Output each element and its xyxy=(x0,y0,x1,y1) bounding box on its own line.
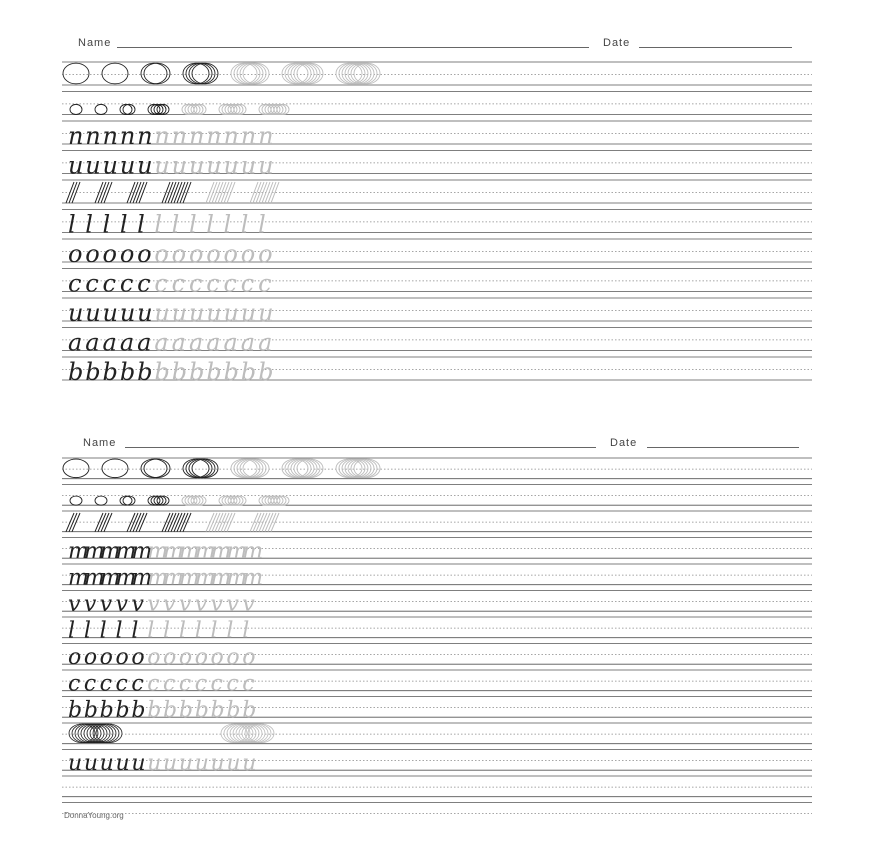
oval-mark xyxy=(63,459,89,478)
practice-letter: a xyxy=(119,328,135,357)
practice-letter: b xyxy=(206,358,222,387)
practice-letter: u xyxy=(223,151,239,180)
practice-letter: n xyxy=(154,122,170,151)
practice-letter: v xyxy=(147,592,160,618)
practice-letter: u xyxy=(119,299,136,328)
practice-letter: l xyxy=(194,618,202,644)
practice-letter: o xyxy=(242,645,256,671)
practice-letter: v xyxy=(99,592,113,618)
practice-letter: c xyxy=(131,671,144,697)
practice-letter: c xyxy=(137,269,151,298)
practice-letter: u xyxy=(210,751,225,777)
practice-letter: l xyxy=(226,618,234,644)
practice-letter: l xyxy=(210,618,218,644)
practice-letter: o xyxy=(154,240,169,269)
practice-letter: m xyxy=(178,539,200,565)
practice-letter: u xyxy=(171,299,188,328)
practice-row-letter xyxy=(62,239,812,268)
practice-letter: b xyxy=(178,698,193,724)
practice-letter: u xyxy=(154,299,170,328)
practice-letter: u xyxy=(83,751,99,777)
practice-letter: v xyxy=(68,592,81,618)
oval-mark xyxy=(70,104,82,114)
practice-letter: o xyxy=(206,240,221,269)
oval-mark xyxy=(102,63,128,84)
oval-mark xyxy=(95,104,107,114)
practice-letter: a xyxy=(154,328,169,357)
practice-letter: u xyxy=(188,299,205,328)
oval-mark xyxy=(63,63,89,84)
practice-letter: a xyxy=(188,328,204,357)
practice-letter: n xyxy=(68,122,84,151)
practice-letter: c xyxy=(99,671,113,697)
practice-letter: b xyxy=(119,358,136,387)
practice-letter: c xyxy=(178,671,192,697)
practice-letter: u xyxy=(68,751,83,777)
practice-letter: c xyxy=(154,269,168,298)
practice-letter: n xyxy=(85,122,101,151)
practice-letter: l xyxy=(102,210,111,239)
practice-letter: c xyxy=(240,269,255,298)
practice-letter: v xyxy=(210,592,223,618)
practice-row-letter xyxy=(62,538,812,565)
practice-letter: b xyxy=(240,358,257,387)
practice-letter: v xyxy=(242,592,255,618)
footer-credit: DonnaYoung.org xyxy=(64,811,124,820)
practice-letter: u xyxy=(68,151,84,180)
practice-letter: u xyxy=(102,151,119,180)
practice-letter: m xyxy=(194,565,216,591)
practice-letter: n xyxy=(137,122,153,151)
oval-mark xyxy=(70,496,82,505)
practice-row-letter xyxy=(62,151,812,180)
practice-row-slants xyxy=(62,180,812,203)
practice-letter: c xyxy=(226,671,239,697)
practice-letter: b xyxy=(188,358,205,387)
practice-letter: u xyxy=(240,299,257,328)
practice-letter: l xyxy=(242,618,250,644)
practice-letter: m xyxy=(163,539,184,565)
worksheet-bottom xyxy=(0,425,870,820)
practice-letter: c xyxy=(115,671,128,697)
practice-letter: o xyxy=(240,240,256,269)
practice-row-letter xyxy=(62,298,812,327)
practice-letter: u xyxy=(163,751,178,777)
practice-rows-top xyxy=(0,0,870,400)
practice-letter: u xyxy=(258,151,274,180)
practice-letter: o xyxy=(163,645,177,671)
practice-row-letter xyxy=(62,357,812,386)
practice-letter: b xyxy=(171,358,188,387)
practice-letter: m xyxy=(115,565,137,591)
practice-letter: c xyxy=(223,269,237,298)
practice-letter: c xyxy=(171,269,186,298)
practice-letter: l xyxy=(68,210,76,239)
practice-letter: c xyxy=(163,671,176,697)
practice-row-letter xyxy=(62,670,812,697)
practice-letter: a xyxy=(102,328,117,357)
practice-letter: l xyxy=(178,618,186,644)
name-label: Name xyxy=(78,37,112,49)
practice-letter: u xyxy=(119,151,136,180)
practice-letter: o xyxy=(178,645,193,671)
oval-mark xyxy=(237,63,263,84)
practice-letter: v xyxy=(163,592,176,618)
practice-letter: u xyxy=(85,151,101,180)
practice-row-blank xyxy=(62,803,812,821)
practice-letter: b xyxy=(83,698,98,724)
oval-mark xyxy=(141,459,167,478)
practice-letter: m xyxy=(210,565,232,591)
practice-letter: c xyxy=(188,269,203,298)
practice-letter: a xyxy=(258,328,273,357)
oval-mark xyxy=(102,459,128,478)
practice-letter: u xyxy=(99,751,114,777)
practice-letter: u xyxy=(137,299,153,328)
practice-letter: m xyxy=(115,539,137,565)
oval-mark xyxy=(141,63,167,84)
practice-letter: o xyxy=(83,645,98,671)
practice-letter: n xyxy=(188,122,205,151)
practice-letter: v xyxy=(178,592,192,618)
oval-mark xyxy=(120,104,132,114)
practice-letter: m xyxy=(147,539,169,565)
practice-letter: o xyxy=(171,240,187,269)
practice-letter: a xyxy=(223,328,238,357)
practice-letter: o xyxy=(210,645,224,671)
practice-letter: l xyxy=(258,210,266,239)
practice-letter: v xyxy=(226,592,239,618)
practice-letter: u xyxy=(115,751,130,777)
practice-rows-bottom xyxy=(0,425,870,820)
practice-letter: m xyxy=(178,565,200,591)
oval-mark xyxy=(144,459,170,478)
practice-letter: l xyxy=(115,618,123,644)
practice-letter: m xyxy=(147,565,169,591)
practice-letter: n xyxy=(240,122,257,151)
practice-row-slants xyxy=(62,511,812,532)
practice-letter: c xyxy=(258,269,272,298)
practice-letter: n xyxy=(223,122,239,151)
practice-letter: u xyxy=(154,151,170,180)
practice-letter: b xyxy=(258,358,274,387)
practice-letter: b xyxy=(99,698,114,724)
practice-letter: c xyxy=(68,671,81,697)
practice-letter: l xyxy=(154,210,163,239)
worksheet-top xyxy=(0,0,870,400)
practice-letter: l xyxy=(85,210,93,239)
practice-letter: n xyxy=(258,122,274,151)
practice-row-big-ovals xyxy=(62,62,812,85)
oval-mark xyxy=(189,63,215,84)
practice-letter: c xyxy=(206,269,220,298)
practice-letter: c xyxy=(68,269,82,298)
practice-letter: u xyxy=(226,751,241,777)
practice-letter: c xyxy=(242,671,255,697)
practice-letter: u xyxy=(194,751,209,777)
practice-letter: o xyxy=(119,240,135,269)
practice-letter: u xyxy=(68,299,84,328)
practice-letter: l xyxy=(171,210,180,239)
practice-letter: a xyxy=(206,328,221,357)
practice-letter: m xyxy=(242,565,264,591)
practice-letter: u xyxy=(206,299,222,328)
practice-letter: b xyxy=(115,698,130,724)
practice-letter: o xyxy=(99,645,113,671)
practice-letter: o xyxy=(131,645,145,671)
practice-letter: m xyxy=(131,539,153,565)
practice-letter: c xyxy=(83,671,97,697)
practice-letter: l xyxy=(137,210,145,239)
practice-letter: b xyxy=(131,698,146,724)
practice-letter: b xyxy=(68,698,83,724)
practice-letter: u xyxy=(131,751,146,777)
practice-row-letter xyxy=(62,210,812,239)
practice-letter: m xyxy=(68,565,89,591)
practice-row-letter xyxy=(62,269,812,298)
practice-letter: u xyxy=(188,151,205,180)
practice-letter: b xyxy=(85,358,101,387)
practice-letter: u xyxy=(242,751,257,777)
practice-letter: v xyxy=(115,592,128,618)
practice-letter: c xyxy=(147,671,160,697)
practice-letter: o xyxy=(226,645,240,671)
practice-letter: o xyxy=(68,240,83,269)
practice-letter: u xyxy=(223,299,239,328)
practice-letter: a xyxy=(85,328,100,357)
practice-row-big-ovals xyxy=(62,458,812,479)
practice-letter: v xyxy=(194,592,208,618)
date-label: Date xyxy=(610,437,638,449)
practice-letter: m xyxy=(194,539,216,565)
practice-letter: l xyxy=(206,210,214,239)
practice-letter: u xyxy=(178,751,194,777)
practice-letter: u xyxy=(137,151,153,180)
practice-letter: o xyxy=(85,240,100,269)
practice-letter: l xyxy=(68,618,76,644)
practice-letter: b xyxy=(137,358,153,387)
practice-letter: o xyxy=(223,240,238,269)
practice-row-oval-drill xyxy=(62,723,812,744)
practice-letter: o xyxy=(137,240,152,269)
oval-mark xyxy=(123,104,135,114)
practice-letter: b xyxy=(210,698,225,724)
oval-mark xyxy=(186,459,212,478)
practice-letter: l xyxy=(163,618,171,644)
practice-letter: l xyxy=(131,618,139,644)
practice-letter: b xyxy=(68,358,84,387)
practice-letter: m xyxy=(83,565,105,591)
practice-letter: u xyxy=(206,151,222,180)
practice-letter: a xyxy=(68,328,83,357)
practice-letter: b xyxy=(154,358,170,387)
date-label: Date xyxy=(603,37,631,49)
practice-letter: o xyxy=(115,645,129,671)
practice-letter: n xyxy=(206,122,222,151)
name-label: Name xyxy=(83,437,117,449)
practice-letter: v xyxy=(131,592,144,618)
practice-row-small-ovals xyxy=(62,92,812,115)
practice-letter: c xyxy=(194,671,208,697)
practice-letter: m xyxy=(99,539,121,565)
practice-letter: c xyxy=(102,269,117,298)
practice-letter: l xyxy=(147,618,155,644)
practice-letter: b xyxy=(226,698,241,724)
practice-letter: u xyxy=(258,299,274,328)
practice-row-letter xyxy=(62,121,812,150)
practice-letter: m xyxy=(226,565,248,591)
practice-row-letter xyxy=(62,697,812,724)
practice-letter: u xyxy=(147,751,162,777)
practice-letter: u xyxy=(102,299,119,328)
practice-row-letter xyxy=(62,750,812,777)
practice-letter: c xyxy=(210,671,223,697)
practice-letter: m xyxy=(163,565,184,591)
practice-letter: n xyxy=(119,122,136,151)
practice-letter: o xyxy=(258,240,273,269)
oval-mark xyxy=(123,496,135,505)
practice-letter: l xyxy=(99,618,107,644)
practice-letter: o xyxy=(102,240,118,269)
practice-letter: m xyxy=(99,565,121,591)
practice-letter: b xyxy=(163,698,178,724)
practice-letter: m xyxy=(131,565,153,591)
practice-letter: b xyxy=(194,698,209,724)
practice-letter: c xyxy=(119,269,134,298)
oval-mark xyxy=(95,496,107,505)
practice-letter: a xyxy=(240,328,256,357)
practice-letter: a xyxy=(137,328,152,357)
practice-letter: o xyxy=(68,645,82,671)
practice-letter: b xyxy=(147,698,162,724)
practice-letter: b xyxy=(242,698,257,724)
practice-letter: m xyxy=(83,539,105,565)
practice-row-blank xyxy=(62,776,812,797)
practice-letter: c xyxy=(85,269,99,298)
practice-letter: m xyxy=(68,539,89,565)
practice-letter: l xyxy=(188,210,197,239)
oval-mark xyxy=(144,63,170,84)
practice-letter: l xyxy=(240,210,249,239)
practice-letter: a xyxy=(171,328,186,357)
practice-letter: m xyxy=(242,539,264,565)
practice-row-letter xyxy=(62,564,812,591)
oval-mark xyxy=(120,496,132,505)
practice-letter: u xyxy=(240,151,257,180)
practice-letter: o xyxy=(194,645,208,671)
practice-letter: v xyxy=(83,592,97,618)
practice-letter: m xyxy=(210,539,232,565)
practice-letter: l xyxy=(223,210,232,239)
practice-letter: l xyxy=(119,210,128,239)
practice-row-letter xyxy=(62,328,812,357)
practice-letter: o xyxy=(147,645,161,671)
practice-letter: b xyxy=(223,358,239,387)
practice-letter: n xyxy=(102,122,119,151)
practice-letter: n xyxy=(171,122,188,151)
practice-row-letter xyxy=(62,644,812,671)
practice-letter: b xyxy=(102,358,118,387)
practice-letter: o xyxy=(188,240,204,269)
practice-row-small-ovals xyxy=(62,485,812,506)
practice-row-letter xyxy=(62,591,812,618)
practice-letter: l xyxy=(83,618,91,644)
practice-letter: u xyxy=(85,299,101,328)
oval-mark xyxy=(186,63,212,84)
practice-letter: u xyxy=(171,151,188,180)
oval-mark xyxy=(189,459,215,478)
practice-row-letter xyxy=(62,617,812,644)
practice-letter: m xyxy=(226,539,248,565)
oval-mark xyxy=(237,459,263,478)
